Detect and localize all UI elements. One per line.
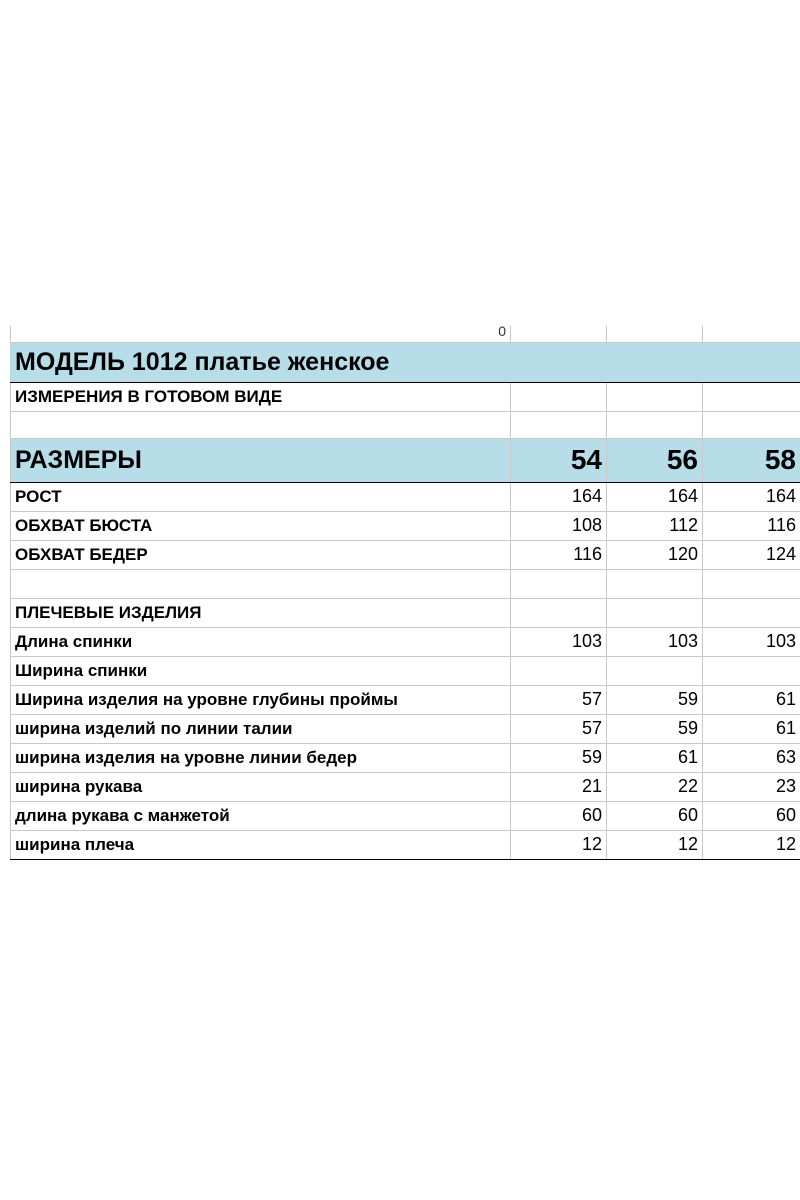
size-chart-table bbox=[10, 326, 800, 860]
table-row bbox=[11, 714, 800, 743]
value-cell: 124 bbox=[703, 540, 800, 569]
size-54: 54 bbox=[511, 438, 607, 482]
value-cell bbox=[703, 656, 800, 685]
row-label: ширина изделия на уровне линии бедер bbox=[11, 743, 511, 772]
table-row bbox=[11, 511, 800, 540]
cell bbox=[607, 411, 703, 438]
table-row bbox=[11, 540, 800, 569]
cell bbox=[607, 598, 703, 627]
size-58: 58 bbox=[703, 438, 800, 482]
value-cell: 164 bbox=[607, 482, 703, 511]
cell bbox=[607, 382, 703, 411]
value-cell: 63 bbox=[703, 743, 800, 772]
row-label: РОСТ bbox=[11, 482, 511, 511]
table-row bbox=[11, 656, 800, 685]
value-cell: 61 bbox=[607, 743, 703, 772]
value-cell: 164 bbox=[511, 482, 607, 511]
value-cell: 59 bbox=[511, 743, 607, 772]
value-cell: 61 bbox=[703, 714, 800, 743]
cell bbox=[511, 411, 607, 438]
cut-off-row bbox=[11, 326, 800, 342]
cell bbox=[703, 326, 800, 342]
table-row bbox=[11, 743, 800, 772]
cell bbox=[607, 326, 703, 342]
subtitle-row bbox=[11, 382, 800, 411]
cell bbox=[703, 411, 800, 438]
spacer-row bbox=[11, 569, 800, 598]
table-row bbox=[11, 772, 800, 801]
cell bbox=[11, 411, 511, 438]
value-cell: 103 bbox=[511, 627, 607, 656]
value-cell: 116 bbox=[703, 511, 800, 540]
value-cell: 59 bbox=[607, 714, 703, 743]
row-label: Ширина изделия на уровне глубины проймы bbox=[11, 685, 511, 714]
row-label: ширина изделий по линии талии bbox=[11, 714, 511, 743]
value-cell: 103 bbox=[607, 627, 703, 656]
value-cell: 12 bbox=[703, 830, 800, 859]
value-cell: 112 bbox=[607, 511, 703, 540]
row-label: ширина рукава bbox=[11, 772, 511, 801]
row-label: ОБХВАТ БЮСТА bbox=[11, 511, 511, 540]
value-cell: 60 bbox=[703, 801, 800, 830]
section-label: ПЛЕЧЕВЫЕ ИЗДЕЛИЯ bbox=[11, 598, 511, 627]
value-cell: 116 bbox=[511, 540, 607, 569]
cell bbox=[511, 382, 607, 411]
row-label: Ширина спинки bbox=[11, 656, 511, 685]
table-row bbox=[11, 627, 800, 656]
row-label: длина рукава с манжетой bbox=[11, 801, 511, 830]
title-row bbox=[11, 342, 800, 382]
cell bbox=[11, 569, 511, 598]
cell bbox=[511, 598, 607, 627]
value-cell: 60 bbox=[607, 801, 703, 830]
value-cell: 21 bbox=[511, 772, 607, 801]
model-title: МОДЕЛЬ 1012 платье женское bbox=[11, 342, 800, 382]
value-cell: 108 bbox=[511, 511, 607, 540]
section-row bbox=[11, 598, 800, 627]
size-56: 56 bbox=[607, 438, 703, 482]
value-cell: 120 bbox=[607, 540, 703, 569]
value-cell: 12 bbox=[511, 830, 607, 859]
row-label: ширина плеча bbox=[11, 830, 511, 859]
cell bbox=[607, 569, 703, 598]
row-label: Длина спинки bbox=[11, 627, 511, 656]
cell bbox=[511, 569, 607, 598]
value-cell: 57 bbox=[511, 714, 607, 743]
value-cell: 61 bbox=[703, 685, 800, 714]
cell bbox=[703, 598, 800, 627]
table-row bbox=[11, 830, 800, 859]
value-cell: 60 bbox=[511, 801, 607, 830]
value-cell: 59 bbox=[607, 685, 703, 714]
value-cell: 164 bbox=[703, 482, 800, 511]
value-cell: 12 bbox=[607, 830, 703, 859]
measurements-subtitle: ИЗМЕРЕНИЯ В ГОТОВОМ ВИДЕ bbox=[11, 382, 511, 411]
value-cell: 103 bbox=[703, 627, 800, 656]
stray-mark: 0 bbox=[11, 326, 511, 342]
value-cell bbox=[511, 656, 607, 685]
cell bbox=[703, 382, 800, 411]
value-cell: 23 bbox=[703, 772, 800, 801]
value-cell: 57 bbox=[511, 685, 607, 714]
cell bbox=[511, 326, 607, 342]
value-cell: 22 bbox=[607, 772, 703, 801]
spacer-row bbox=[11, 411, 800, 438]
sizes-header-row bbox=[11, 438, 800, 482]
sizes-label: РАЗМЕРЫ bbox=[11, 438, 511, 482]
cell bbox=[703, 569, 800, 598]
value-cell bbox=[607, 656, 703, 685]
table-row bbox=[11, 482, 800, 511]
row-label: ОБХВАТ БЕДЕР bbox=[11, 540, 511, 569]
table-row bbox=[11, 685, 800, 714]
table-row bbox=[11, 801, 800, 830]
